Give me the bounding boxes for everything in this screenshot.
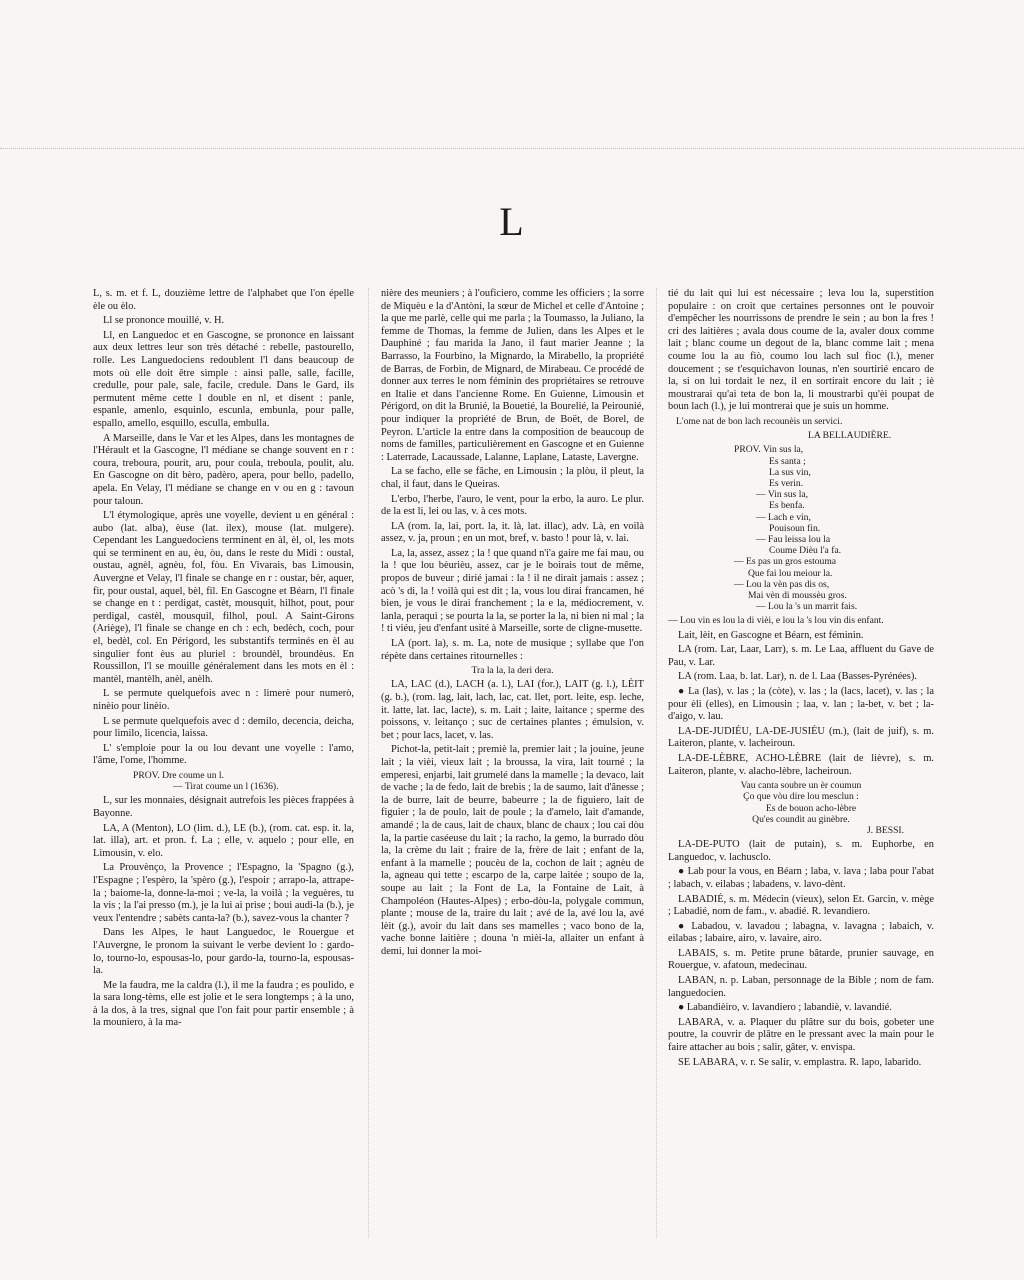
entry-paragraph: LA-DE-LÈBRE, ACHO-LÈBRE (lait de lièvre), s. m. Laiteron, plante, v. alacho-lèbre, lacheiroun.: [668, 752, 934, 777]
entry-paragraph: ● La (las), v. las ; la (còte), v. las ; la (lacs, lacet), v. las ; la pour èli (elles), en Limousin ; laa, v. lan ; la-bet, v. bet ; la-d'aigo, v. lau.: [668, 685, 934, 723]
verse-line: Es de bouon acho-lèbre: [765, 802, 857, 814]
entry-paragraph: tié du lait qui lui est nécessaire ; leva lou la, superstition populaire : on croit que certaines personnes ont le pouvoir d'empêcher les nourrissons de prendre le sein ; au bon la fres ! cri des laitières ; avala dous coume de la, avaler doux comme lait ; blanc coume un degout de la, blanc comme lait ; mena coume lou la au fiò, coumo lou lach sul fioc (l.), mener doucement ; se t'esquichavon lounas, n'en sourtirié encaro de la, si on lui tordait le nez, il en sortirait encore du lait ; iè moustrarai qu'ai teta de bon la, li moustrarbi qu'èi poupat de boun lach (l.), je lui montrerai que je suis un homme.: [668, 288, 934, 413]
proverb-line: Es santa ;: [769, 455, 806, 467]
entry-paragraph: LA-DE-PUTO (lait de putain), s. m. Euphorbe, en Languedoc, v. lachusclo.: [668, 839, 934, 863]
proverb-line: — Fau leissa lou la: [756, 533, 831, 545]
entry-paragraph: L'erbo, l'herbe, l'auro, le vent, pour la erbo, la auro. Le plur. de la est li, lei ou las, v. à ces mots.: [381, 493, 644, 518]
entry-paragraph: L se permute quelquefois avec d : demilo, decencia, deicha, pour limilo, licencia, laissa.: [93, 715, 354, 740]
entry-paragraph: LABARA, v. a. Plaquer du plâtre sur du bois, gobeter une poutre, la couvrir de plâtre en le pressant avec la main pour le faire attacher au bois ; salir, gâter, v. envispa.: [668, 1016, 934, 1054]
entry-paragraph: L'l étymologique, après une voyelle, devient u en général : aubo (lat. alba), èuse (lat. ilex), mouse (lat. mulgere). Cependant les Languedociens terminent en àl, èl, ol, les mots qui se terminent en au, èu, òu, dans le reste du Midi : oustal, oustau, agnèl, agnèu, fol, fòu. En Vivarais, bas Limousin, Auvergne et Velay, l'l finale se change en r : oustar, bèr, aquer, fir, pour oustal, aquel, bèl, fil. En Gascogne et Béarn, l'l finale se change en t : perdigat, castèt, mousquit, hilhot, pout, pour perdigal, castèl, mousquil, filhol, poul. A Saint-Girons (Ariège), l'l finale se change en ch : ech, bedèch, coch, pour el, bedèl, col. En Périgord, les substantifs terminés en èl au singulier font èus au pluriel : broundèl, broundèus. En Roussillon, l'l se mouille généralement dans les mots en èl : mantèl, mantèlh, anèl, anèlh.: [93, 510, 354, 685]
proverb-line: Es benfa.: [769, 500, 805, 512]
ritornello-verse: Tra la la, la deri dera.: [471, 665, 554, 677]
entry-paragraph: Ll, en Languedoc et en Gascogne, se prononce en laissant aux deux lettres leur son très détaché : rebelle, pastourello, rolle. Les Languedociens redoublent l'l dans beaucoup de mots où elle doit être simple : ainsi palle, salle, facille, credulle, pour pale, sale, facile, credule. Dans le Gard, ils permutent même cette l double en nl, et disent : panle, espanle, amenlo, esquinlo, escunla, embunla, pour palle, espallo, amello, esquillo, esculla, embulla.: [93, 329, 354, 429]
column-divider: [368, 288, 370, 1238]
scan-artifact-line: [0, 148, 1024, 157]
proverb-line: — Lou la vèn pas dis os,: [734, 578, 830, 590]
entry-paragraph: LA (port. la), s. m. La, note de musique ; syllabe que l'on répète dans certaines ritournelles :: [381, 638, 644, 662]
proverb-block: [668, 444, 934, 612]
entry-paragraph: A Marseille, dans le Var et les Alpes, dans les montagnes de l'Hérault et la Gascogne, l'l médiane se change souvent en r : coura, treboura, pourit, aru, pour coula, treboula, poulit, alu. En Gascogne on dit bèro, padèro, apera, pour bello, padello, apela. En Velay, l'l médiane se change en v ou en g : tavoun pour taloun.: [93, 432, 354, 507]
column-2: [381, 288, 644, 1268]
entry-paragraph: LABAIS, s. m. Petite prune bâtarde, prunier sauvage, en Rouergue, v. afatoun, medecinau.: [668, 947, 934, 972]
entry-paragraph: L, sur les monnaies, désignait autrefois les pièces frappées à Bayonne.: [93, 795, 354, 819]
entry-paragraph: LA (rom. Lar, Laar, Larr), s. m. Le Laa, affluent du Gave de Pau, v. Lar.: [668, 644, 934, 668]
entry-paragraph: nière des meuniers ; à l'ouficiero, comme les officiers ; la sorre de Miquèu e la d'Antòni, la sœur de Michel et celle d'Antoine ; la que me parlè, celle qui me parla ; la Toumasso, la Juliano, la femme de Thomas, la femme de Julien, dans les Alpes et le Dauphiné ; fau marida la Jano, il faut marier Jeanne ; la Barrasso, la Fourbino, la Mignardo, la Mirabello, la propriété de Barras, de Forbin, de Mignard, de Mirabeau. Ce procédé de donner aux terres le nom féminin des propriétaires se retrouve en Italie et dans l'ancienne Rome. En Guienne, Limousin et Périgord, on dit la Brunié, la Bouetié, la Bourelié, la Peirounié, pour indiquer la propriété de Brun, de Boët, de Borel, de Peyron. L'article la entre dans la composition de beaucoup de noms de familles, particulièrement en Gascogne et en Guienne : Laterrade, Lacaussade, Lalanne, Laplane, Lataste, Lavergne.: [381, 288, 644, 463]
proverb-line: L'ome nat de bon lach recounèis un servici.: [676, 415, 843, 427]
verse-line: Ço que vòu dire lou mesclun :: [743, 791, 859, 803]
entry-paragraph: ● Labadou, v. lavadou ; labagna, v. lavagna ; labaich, v. eilabas ; labaire, airo, v. lavaire, airo.: [668, 920, 934, 945]
section-letter-heading: L: [499, 199, 525, 244]
proverb-line: Coume Dièu l'a fa.: [769, 545, 842, 557]
proverb-line: La sus vin,: [769, 466, 811, 478]
entry-paragraph: Ll se prononce mouillé, v. H.: [103, 315, 225, 327]
entry-paragraph: LA-DE-JUDIÉU, LA-DE-JUSIÉU (m.), (lait de juif), s. m. Laiteron, plante, v. lacheiroun.: [668, 725, 934, 750]
song-author: LA BELLAUDIÈRE.: [808, 430, 892, 442]
entry-paragraph: Me la faudra, me la caldra (l.), il me la faudra ; es poulido, e la sara long-tèms, elle est jolie et le sera longtemps ; à la uno, à la dos, à la tres, signal que l'on fait pour partir ensemble ; à la mouniero, à la ma-: [93, 979, 354, 1029]
proverb-line: PROV. Dre coume un l.: [133, 769, 224, 781]
proverb-line: Pouisoun fin.: [769, 522, 821, 534]
entry-paragraph: LABADIÉ, s. m. Médecin (vieux), selon Et. Garcin, v. mège ; Labadié, nom de fam., v. abadié. R. levandiero.: [668, 893, 934, 918]
proverb-line: — Tirat coume un l (1636).: [173, 781, 279, 793]
entry-paragraph: L' s'emploie pour la ou lou devant une voyelle : l'amo, l'âme, l'ome, l'homme.: [93, 742, 354, 767]
entry-paragraph: LA (rom. Laa, b. lat. Lar), n. de l. Laa (Basses-Pyrénées).: [678, 671, 917, 683]
entry-paragraph: LA, LAC (d.), LACH (a. l.), LAI (for.), LAIT (g. l.), LÈIT (g. b.), (rom. lag, lait, lach, lac, cat. llet, port. leite, esp. leche, it. latte, lat. lac, lacte), s. m. Lait ; laite, laitance ; sperme des poissons, v. leitanço ; suc de certaines plantes ; émulsion, v. bet ; pour lacs, lacet, v. las.: [381, 679, 644, 741]
proverb-line: PROV. Vin sus la,: [734, 444, 804, 456]
verse-line: Vau canta soubre un èr coumun: [740, 780, 862, 792]
entry-paragraph: ● Lab pour la vous, en Béarn ; laba, v. lava ; laba pour l'abat ; labach, v. eilabas ; labadens, v. lavo-dènt.: [668, 866, 934, 890]
entry-paragraph: LABAN, n. p. Laban, personnage de la Bible ; nom de fam. languedocien.: [668, 975, 934, 999]
entry-paragraph: La se facho, elle se fâche, en Limousin ; la plòu, il pleut, la chal, il faut, dans le Queiras.: [381, 466, 644, 490]
column-3: [668, 288, 934, 1268]
entry-paragraph: Dans les Alpes, le haut Languedoc, le Rouergue et l'Auvergne, le pronom la suivant le verbe devient lo : gardo-lo, tourno-lo, espousas-lo, pour gardo-la, tourno-la, espousas-la.: [93, 927, 354, 977]
entry-paragraph: ● Labandièiro, v. lavandiero ; labandiè, v. lavandié.: [678, 1002, 892, 1014]
entry-paragraph: L, s. m. et f. L, douzième lettre de l'alphabet que l'on épelle èle ou èlo.: [93, 288, 354, 312]
proverb-line: — Lou la 's un marrit fais.: [756, 601, 858, 613]
proverb-line: Que fai lou meiour la.: [748, 567, 833, 579]
quoted-verse: [668, 780, 934, 836]
entry-paragraph: Lait, lèit, en Gascogne et Béarn, est féminin.: [678, 629, 864, 641]
proverb-line: — Vin sus la,: [756, 489, 809, 501]
proverb-line: Es verin.: [769, 477, 804, 489]
column-1: [93, 288, 354, 1268]
entry-paragraph: L se permute quelquefois avec n : limerè pour numerò, ninèio pour linèio.: [93, 688, 354, 712]
entry-paragraph: LA (rom. la, lai, port. la, it. là, lat. illac), adv. Là, en voilà assez, v. ja, proun ; en un mot, bref, v. basto ! pour là, v. lai.: [381, 520, 644, 545]
proverb-line: — Es pas un gros estouma: [734, 556, 837, 568]
entry-paragraph: La, la, assez, assez ; la ! que quand n'i'a gaire me fai mau, ou la ! que lou bèurièu, assez, car je le boirais tout de même, propos de buveur ; dirié jamai : la ! il ne dirait jamais : assez ; acò 's di, la ! voilà qui est dit ; la, vous lou dirai francamen, hé bien, je vous le dirai franchement ; la e la, médiocrement, v. lanla, peraqui ; se pourta la la, se porter la la, ni bien ni mal ; la ! ti viéu, jeu d'enfant usité à Marseille, sorte de cligne-musette.: [381, 547, 644, 635]
entry-paragraph: LA, A (Menton), LO (lim. d.), LE (b.), (rom. cat. esp. it. la, lat. illa), art. et pron. f. La ; elle, v. aquelo ; pour elle, en Limousin, v. elo.: [93, 822, 354, 859]
entry-paragraph: La Prouvènço, la Provence ; l'Espagno, la 'Spagno (g.), l'Espagne ; l'espèro, la 'spèro (g.), l'espoir ; arrapo-la, attrape-la ; baiome-la, donne-la-moi ; ve-la, la voilà ; la veguères, tu la vis ; la l'ai presso (m.), je la lui ai prise ; boui audi-la (b.), je veux l'entendre ; sabèts canta-la? (b.), savez-vous la chanter ?: [93, 862, 354, 924]
entry-paragraph: SE LABARA, v. r. Se salir, v. emplastra. R. lapo, labarido.: [678, 1056, 922, 1068]
entry-paragraph: Pichot-la, petit-lait ; premiè la, premier lait ; la jouine, jeune lait ; la vièi, vieux lait ; la broussa, la vira, lait tourné ; la emperesi, enjarbi, lait grumelé dans la mamelle ; la devaco, lait de vache ; la de fedo, lait de brebis ; la de saumo, lait d'ânesse ; la de burre, lait de beurre, babeurre ; la de figuiero, lait de figuier ; la de poulo, lait de poule ; la d'amelo, lait d'amande, amandé ; la de caus, lait de chaux, blanc de chaux ; lou cai dòu la, la partie caséeuse du lait ; la racho, la gemo, la burrado dòu la, la crème du lait ; fraire de la, frère de lait ; enfant de la, enfant à la mamelle ; poucèu de la, cochon de lait ; agnèu de la, agneau qui tette ; escarpo de la, carpe laitée ; soupo de la, soupe au lait ; la Font de La, la Fontaine de Lait, à Champoléon (Hautes-Alpes) ; erbo-dòu-la, polygale commun, plante ; mouse de la, traire du lait ; avé de la, avé lou la, avé lèit (g.), avoir du lait dans ses mamelles ; vaco bono de la, vache bonne laitière ; douna 'n mièi-la, allaiter un enfant à demi, lui donner la moi-: [381, 744, 644, 957]
column-divider: [656, 288, 658, 1238]
proverb-block: [93, 770, 354, 792]
verse-line: Qu'es coundit au ginèbre.: [752, 813, 850, 825]
proverb-line: Mai vèn di moussèu gros.: [748, 589, 847, 601]
verse-author: J. BESSI.: [866, 824, 904, 836]
proverb-line: — Lach e vin,: [756, 511, 811, 523]
proverb-line: — Lou vin es lou la di vièi, e lou la 's lou vin dis enfant.: [668, 615, 884, 627]
